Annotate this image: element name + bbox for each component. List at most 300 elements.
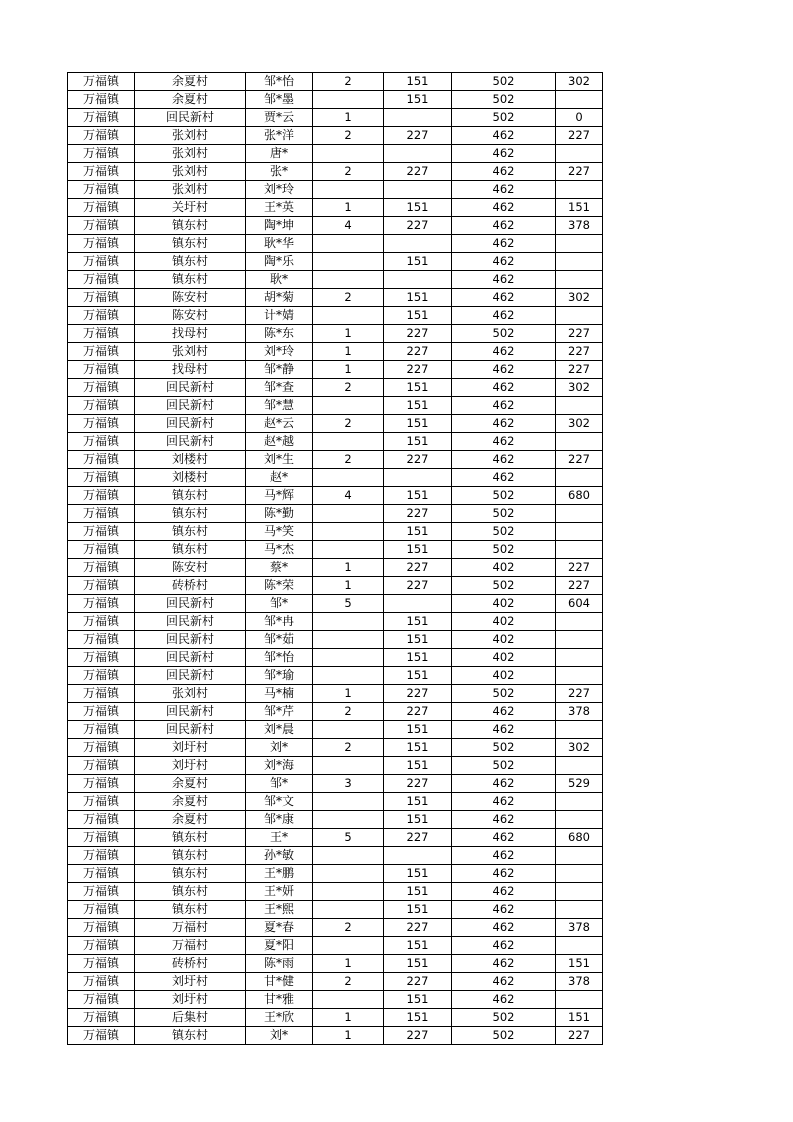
name-cell: 邹*瑜 (246, 667, 313, 685)
total-cell (556, 91, 603, 109)
name-cell: 孙*敏 (246, 847, 313, 865)
amount-a-cell: 151 (384, 613, 452, 631)
name-cell: 刘*海 (246, 757, 313, 775)
total-cell (556, 523, 603, 541)
name-cell: 邹*芹 (246, 703, 313, 721)
amount-b-cell: 462 (452, 235, 556, 253)
table-row (68, 685, 603, 703)
amount-b-cell: 502 (452, 1027, 556, 1045)
amount-b-cell: 402 (452, 631, 556, 649)
amount-a-cell: 227 (384, 685, 452, 703)
name-cell: 王*鹏 (246, 865, 313, 883)
name-cell: 王* (246, 829, 313, 847)
household-size-cell (313, 721, 384, 739)
name-cell: 刘*生 (246, 451, 313, 469)
amount-a-cell: 227 (384, 559, 452, 577)
amount-a-cell: 227 (384, 451, 452, 469)
household-size-cell (313, 883, 384, 901)
amount-b-cell: 402 (452, 559, 556, 577)
total-cell (556, 721, 603, 739)
table-row (68, 721, 603, 739)
town-cell: 万福镇 (68, 145, 135, 163)
name-cell: 甘*健 (246, 973, 313, 991)
household-size-cell (313, 937, 384, 955)
amount-b-cell: 462 (452, 721, 556, 739)
town-cell: 万福镇 (68, 109, 135, 127)
table-row (68, 181, 603, 199)
name-cell: 邹*康 (246, 811, 313, 829)
name-cell: 贾*云 (246, 109, 313, 127)
household-size-cell: 2 (313, 379, 384, 397)
table-row (68, 217, 603, 235)
household-size-cell (313, 631, 384, 649)
table-row (68, 307, 603, 325)
household-size-cell: 1 (313, 1027, 384, 1045)
name-cell: 陈*勤 (246, 505, 313, 523)
town-cell: 万福镇 (68, 793, 135, 811)
village-cell: 镇东村 (135, 865, 246, 883)
amount-a-cell: 151 (384, 1009, 452, 1027)
household-size-cell (313, 505, 384, 523)
village-cell: 镇东村 (135, 541, 246, 559)
household-size-cell: 2 (313, 739, 384, 757)
household-size-cell (313, 523, 384, 541)
amount-b-cell: 462 (452, 415, 556, 433)
table-row (68, 127, 603, 145)
amount-a-cell: 227 (384, 703, 452, 721)
table-row (68, 541, 603, 559)
amount-a-cell: 227 (384, 163, 452, 181)
household-size-cell: 1 (313, 559, 384, 577)
total-cell: 151 (556, 1009, 603, 1027)
name-cell: 计*婧 (246, 307, 313, 325)
amount-a-cell (384, 847, 452, 865)
name-cell: 陶*坤 (246, 217, 313, 235)
town-cell: 万福镇 (68, 361, 135, 379)
total-cell (556, 307, 603, 325)
household-size-cell: 2 (313, 415, 384, 433)
total-cell (556, 541, 603, 559)
table-row (68, 109, 603, 127)
table-row (68, 595, 603, 613)
household-size-cell (313, 397, 384, 415)
household-size-cell (313, 307, 384, 325)
table-row (68, 343, 603, 361)
amount-b-cell: 502 (452, 109, 556, 127)
amount-a-cell: 151 (384, 667, 452, 685)
amount-a-cell: 151 (384, 901, 452, 919)
household-size-cell: 2 (313, 73, 384, 91)
table-row (68, 919, 603, 937)
household-size-cell (313, 667, 384, 685)
amount-b-cell: 462 (452, 775, 556, 793)
name-cell: 陈*东 (246, 325, 313, 343)
amount-b-cell: 462 (452, 847, 556, 865)
village-cell: 回民新村 (135, 109, 246, 127)
name-cell: 邹*墨 (246, 91, 313, 109)
amount-a-cell (384, 595, 452, 613)
town-cell: 万福镇 (68, 127, 135, 145)
amount-a-cell: 227 (384, 829, 452, 847)
town-cell: 万福镇 (68, 451, 135, 469)
amount-b-cell: 402 (452, 667, 556, 685)
village-cell: 刘圩村 (135, 991, 246, 1009)
total-cell (556, 631, 603, 649)
total-cell: 151 (556, 199, 603, 217)
total-cell: 227 (556, 559, 603, 577)
village-cell: 砖桥村 (135, 577, 246, 595)
amount-a-cell (384, 109, 452, 127)
total-cell (556, 271, 603, 289)
total-cell (556, 613, 603, 631)
total-cell: 227 (556, 361, 603, 379)
village-cell: 找母村 (135, 361, 246, 379)
total-cell (556, 811, 603, 829)
village-cell: 回民新村 (135, 613, 246, 631)
total-cell: 227 (556, 685, 603, 703)
amount-a-cell: 151 (384, 955, 452, 973)
amount-b-cell: 502 (452, 523, 556, 541)
total-cell: 227 (556, 343, 603, 361)
household-size-cell: 5 (313, 595, 384, 613)
amount-a-cell: 227 (384, 973, 452, 991)
town-cell: 万福镇 (68, 73, 135, 91)
amount-a-cell: 227 (384, 325, 452, 343)
household-size-cell (313, 847, 384, 865)
village-cell: 镇东村 (135, 235, 246, 253)
household-size-cell: 4 (313, 217, 384, 235)
amount-a-cell: 151 (384, 631, 452, 649)
town-cell: 万福镇 (68, 325, 135, 343)
amount-b-cell: 462 (452, 253, 556, 271)
name-cell: 马*杰 (246, 541, 313, 559)
table-row (68, 289, 603, 307)
village-cell: 镇东村 (135, 217, 246, 235)
village-cell: 刘楼村 (135, 469, 246, 487)
table-row (68, 235, 603, 253)
amount-a-cell: 151 (384, 91, 452, 109)
amount-b-cell: 462 (452, 343, 556, 361)
table-row (68, 505, 603, 523)
total-cell (556, 505, 603, 523)
amount-b-cell: 462 (452, 451, 556, 469)
household-size-cell (313, 271, 384, 289)
household-size-cell: 2 (313, 919, 384, 937)
village-cell: 镇东村 (135, 1027, 246, 1045)
table-row (68, 415, 603, 433)
amount-b-cell: 502 (452, 487, 556, 505)
total-cell (556, 397, 603, 415)
household-size-cell (313, 793, 384, 811)
amount-b-cell: 462 (452, 199, 556, 217)
table-row (68, 523, 603, 541)
amount-a-cell: 151 (384, 937, 452, 955)
amount-a-cell: 151 (384, 721, 452, 739)
amount-b-cell: 462 (452, 937, 556, 955)
table-row (68, 325, 603, 343)
village-cell: 张刘村 (135, 343, 246, 361)
household-size-cell: 1 (313, 1009, 384, 1027)
town-cell: 万福镇 (68, 307, 135, 325)
town-cell: 万福镇 (68, 757, 135, 775)
name-cell: 王*欣 (246, 1009, 313, 1027)
amount-b-cell: 462 (452, 865, 556, 883)
total-cell: 378 (556, 919, 603, 937)
name-cell: 邹*静 (246, 361, 313, 379)
name-cell: 赵* (246, 469, 313, 487)
total-cell (556, 757, 603, 775)
name-cell: 王*熙 (246, 901, 313, 919)
amount-a-cell: 227 (384, 343, 452, 361)
total-cell: 302 (556, 739, 603, 757)
village-cell: 砖桥村 (135, 955, 246, 973)
amount-a-cell: 227 (384, 1027, 452, 1045)
total-cell: 378 (556, 217, 603, 235)
town-cell: 万福镇 (68, 667, 135, 685)
amount-a-cell: 151 (384, 379, 452, 397)
name-cell: 夏*春 (246, 919, 313, 937)
total-cell: 227 (556, 163, 603, 181)
amount-b-cell: 502 (452, 505, 556, 523)
town-cell: 万福镇 (68, 199, 135, 217)
village-cell: 镇东村 (135, 883, 246, 901)
amount-b-cell: 462 (452, 883, 556, 901)
table-row (68, 973, 603, 991)
name-cell: 张*洋 (246, 127, 313, 145)
town-cell: 万福镇 (68, 541, 135, 559)
table-row (68, 577, 603, 595)
table-row (68, 757, 603, 775)
table-row (68, 433, 603, 451)
total-cell: 227 (556, 451, 603, 469)
amount-b-cell: 402 (452, 613, 556, 631)
household-size-cell: 4 (313, 487, 384, 505)
name-cell: 邹*怡 (246, 649, 313, 667)
household-size-cell: 1 (313, 325, 384, 343)
name-cell: 蔡* (246, 559, 313, 577)
amount-b-cell: 502 (452, 757, 556, 775)
table-row (68, 775, 603, 793)
household-size-cell: 1 (313, 577, 384, 595)
total-cell: 378 (556, 973, 603, 991)
town-cell: 万福镇 (68, 847, 135, 865)
total-cell (556, 901, 603, 919)
amount-a-cell (384, 181, 452, 199)
town-cell: 万福镇 (68, 991, 135, 1009)
amount-b-cell: 462 (452, 793, 556, 811)
town-cell: 万福镇 (68, 1009, 135, 1027)
village-cell: 刘圩村 (135, 973, 246, 991)
name-cell: 邹*文 (246, 793, 313, 811)
total-cell (556, 667, 603, 685)
table-row (68, 739, 603, 757)
household-size-cell: 1 (313, 685, 384, 703)
village-cell: 刘楼村 (135, 451, 246, 469)
household-size-cell: 1 (313, 955, 384, 973)
amount-a-cell (384, 145, 452, 163)
town-cell: 万福镇 (68, 973, 135, 991)
name-cell: 赵*越 (246, 433, 313, 451)
amount-a-cell: 151 (384, 757, 452, 775)
total-cell: 680 (556, 829, 603, 847)
amount-b-cell: 462 (452, 433, 556, 451)
table-row (68, 397, 603, 415)
amount-b-cell: 462 (452, 469, 556, 487)
amount-a-cell: 151 (384, 883, 452, 901)
total-cell (556, 991, 603, 1009)
town-cell: 万福镇 (68, 433, 135, 451)
village-cell: 回民新村 (135, 397, 246, 415)
household-size-cell: 2 (313, 703, 384, 721)
total-cell (556, 433, 603, 451)
village-cell: 镇东村 (135, 829, 246, 847)
town-cell: 万福镇 (68, 505, 135, 523)
village-cell: 镇东村 (135, 901, 246, 919)
amount-b-cell: 462 (452, 307, 556, 325)
village-cell: 回民新村 (135, 631, 246, 649)
amount-b-cell: 402 (452, 595, 556, 613)
town-cell: 万福镇 (68, 415, 135, 433)
village-cell: 回民新村 (135, 415, 246, 433)
village-cell: 张刘村 (135, 685, 246, 703)
table-row (68, 829, 603, 847)
total-cell (556, 793, 603, 811)
village-cell: 镇东村 (135, 523, 246, 541)
town-cell: 万福镇 (68, 469, 135, 487)
name-cell: 马*辉 (246, 487, 313, 505)
town-cell: 万福镇 (68, 811, 135, 829)
household-size-cell: 2 (313, 127, 384, 145)
town-cell: 万福镇 (68, 289, 135, 307)
amount-b-cell: 462 (452, 181, 556, 199)
total-cell: 0 (556, 109, 603, 127)
household-size-cell (313, 613, 384, 631)
village-cell: 回民新村 (135, 721, 246, 739)
table-row (68, 271, 603, 289)
table-row (68, 847, 603, 865)
village-cell: 刘圩村 (135, 757, 246, 775)
table-row (68, 955, 603, 973)
village-cell: 张刘村 (135, 181, 246, 199)
household-size-cell (313, 469, 384, 487)
total-cell (556, 469, 603, 487)
town-cell: 万福镇 (68, 523, 135, 541)
household-size-cell: 2 (313, 973, 384, 991)
household-size-cell (313, 541, 384, 559)
table-row (68, 613, 603, 631)
name-cell: 陈*雨 (246, 955, 313, 973)
name-cell: 刘*晨 (246, 721, 313, 739)
total-cell: 227 (556, 577, 603, 595)
village-cell: 陈安村 (135, 307, 246, 325)
town-cell: 万福镇 (68, 379, 135, 397)
table-row (68, 703, 603, 721)
town-cell: 万福镇 (68, 397, 135, 415)
amount-b-cell: 502 (452, 91, 556, 109)
amount-a-cell: 151 (384, 811, 452, 829)
data-table (67, 72, 603, 1045)
total-cell: 680 (556, 487, 603, 505)
total-cell: 302 (556, 289, 603, 307)
village-cell: 回民新村 (135, 703, 246, 721)
village-cell: 回民新村 (135, 595, 246, 613)
name-cell: 刘* (246, 1027, 313, 1045)
amount-b-cell: 462 (452, 163, 556, 181)
village-cell: 余夏村 (135, 775, 246, 793)
amount-b-cell: 502 (452, 739, 556, 757)
household-size-cell (313, 901, 384, 919)
household-size-cell (313, 253, 384, 271)
table-row (68, 145, 603, 163)
table-row (68, 163, 603, 181)
household-size-cell (313, 649, 384, 667)
table-row (68, 451, 603, 469)
amount-a-cell: 151 (384, 73, 452, 91)
amount-a-cell: 151 (384, 991, 452, 1009)
village-cell: 找母村 (135, 325, 246, 343)
amount-a-cell: 151 (384, 307, 452, 325)
town-cell: 万福镇 (68, 595, 135, 613)
village-cell: 陈安村 (135, 559, 246, 577)
household-size-cell: 2 (313, 289, 384, 307)
town-cell: 万福镇 (68, 217, 135, 235)
amount-a-cell: 151 (384, 487, 452, 505)
village-cell: 镇东村 (135, 253, 246, 271)
town-cell: 万福镇 (68, 163, 135, 181)
town-cell: 万福镇 (68, 721, 135, 739)
household-size-cell (313, 145, 384, 163)
name-cell: 邹*茹 (246, 631, 313, 649)
household-size-cell (313, 865, 384, 883)
name-cell: 张* (246, 163, 313, 181)
amount-b-cell: 462 (452, 955, 556, 973)
table-row (68, 649, 603, 667)
table-row (68, 361, 603, 379)
town-cell: 万福镇 (68, 919, 135, 937)
amount-b-cell: 502 (452, 1009, 556, 1027)
table-row (68, 883, 603, 901)
village-cell: 张刘村 (135, 145, 246, 163)
amount-a-cell: 151 (384, 739, 452, 757)
amount-b-cell: 462 (452, 811, 556, 829)
name-cell: 邹*怡 (246, 73, 313, 91)
town-cell: 万福镇 (68, 343, 135, 361)
amount-a-cell: 227 (384, 217, 452, 235)
table-row (68, 91, 603, 109)
village-cell: 回民新村 (135, 667, 246, 685)
household-size-cell (313, 811, 384, 829)
name-cell: 刘*玲 (246, 343, 313, 361)
total-cell (556, 145, 603, 163)
name-cell: 邹*慧 (246, 397, 313, 415)
town-cell: 万福镇 (68, 559, 135, 577)
village-cell: 余夏村 (135, 793, 246, 811)
table-row (68, 487, 603, 505)
total-cell (556, 865, 603, 883)
village-cell: 余夏村 (135, 811, 246, 829)
total-cell (556, 253, 603, 271)
town-cell: 万福镇 (68, 685, 135, 703)
total-cell: 227 (556, 325, 603, 343)
amount-a-cell: 151 (384, 865, 452, 883)
amount-b-cell: 502 (452, 577, 556, 595)
table-row (68, 73, 603, 91)
amount-b-cell: 462 (452, 379, 556, 397)
household-size-cell: 1 (313, 109, 384, 127)
total-cell: 302 (556, 73, 603, 91)
amount-a-cell: 227 (384, 577, 452, 595)
amount-a-cell: 151 (384, 289, 452, 307)
